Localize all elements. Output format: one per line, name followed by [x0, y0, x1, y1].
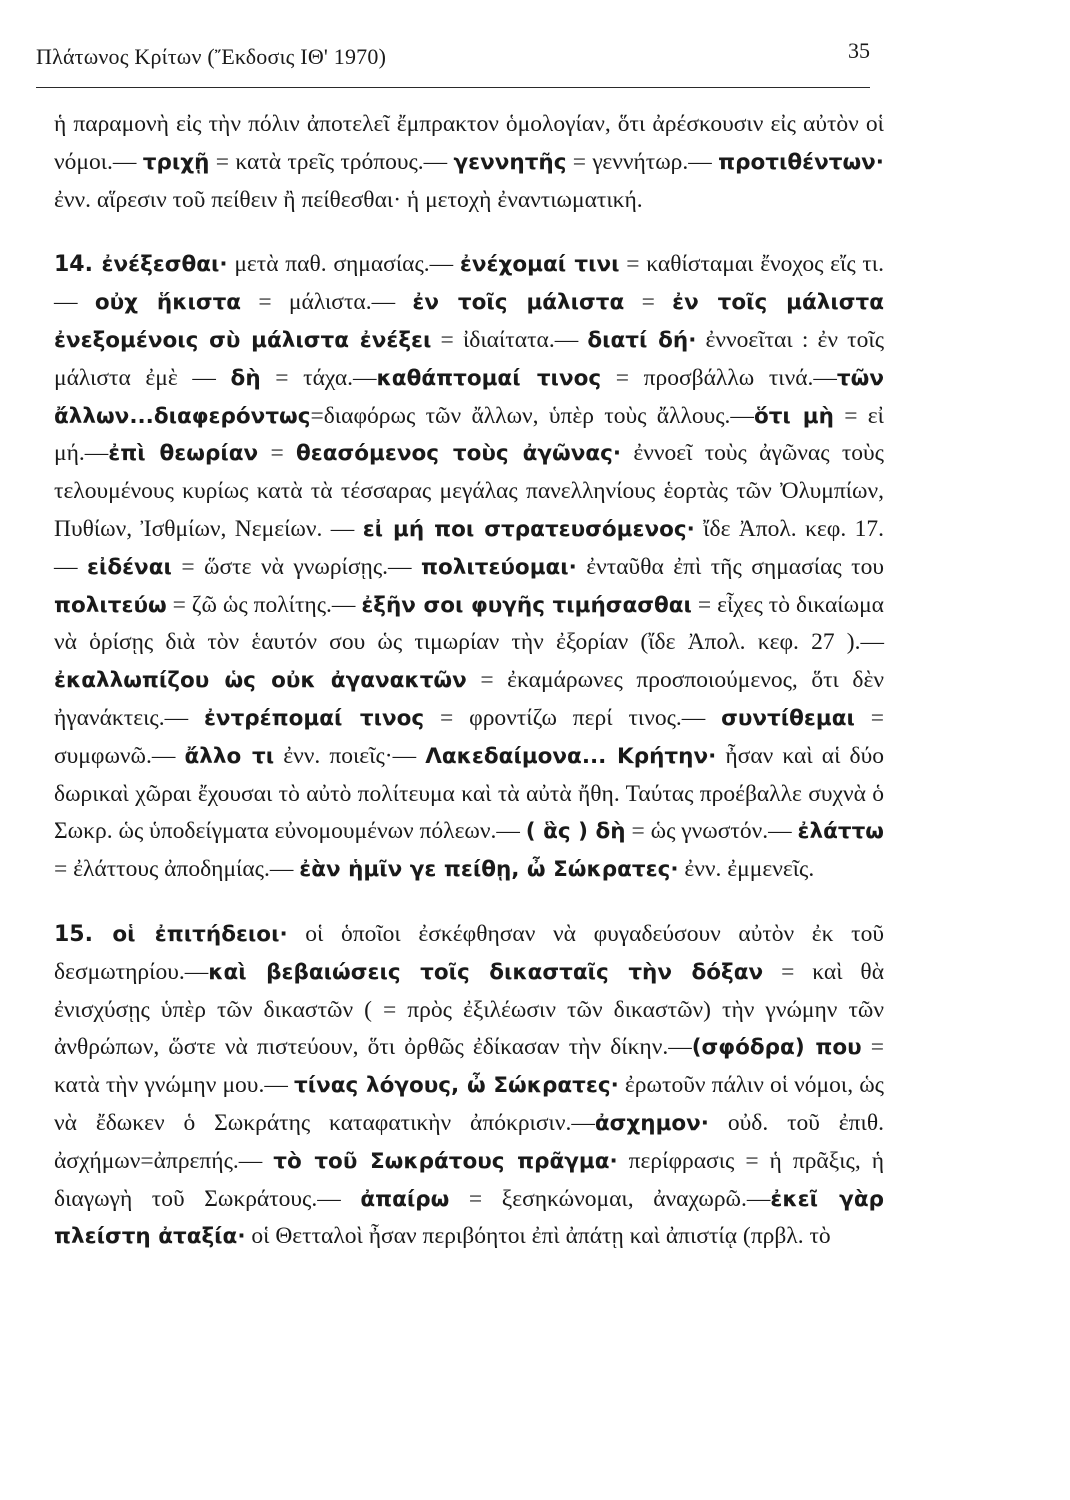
lemma-term: ἐν τοῖς μάλιστα ἐνεξομένοις σὺ μάλιστα ἐνέξει: [54, 290, 884, 353]
lemma-term: ἄλλο τι: [184, 743, 275, 769]
lemma-term: τριχῇ: [142, 149, 210, 175]
gloss-text: = κατὰ τὴν γνώμην μου.—: [54, 1034, 884, 1099]
gloss-text: οἱ Θετταλοὶ ἦσαν περιβόητοι ἐπὶ ἀπάτῃ καὶ ἀπιστίᾳ (πρβλ. τὸ: [245, 1223, 831, 1250]
lemma-term: προτιθέντων·: [718, 149, 884, 175]
gloss-text: = γεννήτωρ.—: [566, 148, 719, 175]
gloss-text: = τάχα.—: [260, 364, 377, 391]
gloss-text: = φροντίζω περί τινος.—: [424, 704, 722, 731]
gloss-text: =διαφόρως τῶν ἄλλων, ὑπὲρ τοὺς ἄλλους.—: [310, 402, 754, 429]
gloss-text: ἦσαν καὶ αἱ δύο δωρικαὶ χῶραι ἔχουσαι τὸ αὐτὸ πολίτευμα καὶ τὰ αὐτὰ ἤθη. Ταύτας προέβαλλε συχνὰ ὁ Σωκρ. ὡς ὑποδείγματα εὐνομουμένων πόλεων.—: [54, 742, 885, 845]
running-head-title: Πλάτωνος Κρίτων (Ἔκδοσις ΙΘ' 1970): [36, 44, 387, 69]
gloss-text: = μάλιστα.—: [241, 289, 413, 316]
lemma-term: εἰδέναι: [86, 554, 172, 580]
lemma-term: ἀπαίρω: [360, 1186, 450, 1212]
lemma-term: ἐὰν ἡμῖν γε πείθῃ, ὦ Σώκρατες·: [299, 857, 679, 883]
gloss-text: ἐνν. αἵρεσιν τοῦ πείθειν ἢ πείθεσθαι· ἡ μετοχὴ ἐναντιωματική.: [54, 186, 643, 213]
paragraph-section-15: [54, 916, 884, 1256]
gloss-text: ἐννοεῖ τοὺς ἀγῶνας τοὺς τελουμένους κυρίως κατὰ τὰ τέσσαρας μεγάλας πανελληνίους ἑορτὰς τῶν Ὀλυμπίων, Πυθίων, Ἰσθμίων, Νεμείων. —: [54, 440, 884, 542]
lemma-term: πολιτεύομαι·: [420, 554, 577, 580]
gloss-text: ἴδε Ἀπολ. κεφ. 17. —: [54, 515, 884, 580]
commentary-body: [54, 106, 884, 1256]
gloss-text: = ἐκαμάρωνες προσποιούμενος, ὅτι δὲν ἠγανάκτεις.—: [54, 667, 884, 731]
lemma-term: καθάπτομαί τινος: [376, 365, 602, 391]
lemma-term: ἐνέχομαί τινι: [459, 252, 620, 278]
gloss-text: = προσβάλλω τινά.—: [601, 364, 837, 391]
lemma-term: ἐνέξεσθαι·: [101, 252, 228, 278]
paragraph-section-14: [54, 246, 884, 889]
lemma-term: γεννητῆς: [453, 149, 567, 175]
gloss-text: = κατὰ τρεῖς τρόπους.—: [209, 148, 454, 175]
header-rule: [36, 87, 870, 88]
gloss-text: = ξεσηκώνομαι, ἀναχωρῶ.—: [449, 1185, 771, 1212]
page-number: 35: [848, 38, 870, 63]
gloss-text: ἐννοεῖται : ἐν τοῖς μάλιστα ἐμὲ —: [54, 326, 884, 391]
gloss-text: = ἰδιαίτατα.—: [431, 326, 588, 353]
gloss-text: μετὰ παθ. σημασίας.—: [227, 251, 460, 278]
paragraph-continuation: [54, 106, 884, 219]
lemma-term: τῶν ἄλλων...διαφερόντως: [54, 365, 884, 429]
lemma-term: διατί δή·: [587, 327, 697, 353]
lemma-term: δὴ: [230, 365, 261, 391]
gloss-text: = εἶχες τὸ δικαίωμα νὰ ὁρίσῃς διὰ τὸν ἑαυτόν σου ὡς τιμωρίαν τὴν ἐξορίαν (ἴδε Ἀπολ. κεφ. 27 ).—: [54, 591, 884, 656]
gloss-text: ἐνταῦθα ἐπὶ τῆς σημασίας του: [576, 553, 884, 580]
lemma-term: καὶ βεβαιώσεις τοῖς δικασταῖς τὴν δόξαν: [208, 959, 764, 985]
lemma-term: ἐν τοῖς μάλιστα: [412, 290, 625, 316]
lemma-term: ἐκεῖ γὰρ πλείστη ἀταξία·: [54, 1186, 884, 1250]
lemma-term: πολιτεύω: [54, 592, 167, 618]
section-number: 15.: [54, 921, 113, 947]
gloss-text: = ὥστε νὰ γνωρίσῃς.—: [171, 553, 421, 580]
lemma-term: ἐντρέπομαί τινος: [203, 705, 425, 731]
lemma-term: Λακεδαίμονα... Κρήτην·: [425, 743, 717, 769]
section-number: 14.: [54, 252, 102, 278]
lemma-term: τὸ τοῦ Σωκράτους πρᾶγμα·: [273, 1148, 618, 1174]
gloss-text: περίφρασις = ἡ πρᾶξις, ἡ διαγωγὴ τοῦ Σωκράτους.—: [54, 1147, 884, 1212]
gloss-text: ἐνν. ποιεῖς·—: [274, 742, 426, 769]
lemma-term: θεασόμενος τοὺς ἀγῶνας·: [296, 441, 622, 467]
lemma-term: ἐλάττω: [797, 819, 884, 845]
lemma-term: ( ἃς ) δὴ: [525, 819, 626, 845]
gloss-text: = καθίσταμαι ἔνοχος εἴς τι.—: [54, 251, 885, 316]
running-head: [36, 38, 870, 86]
gloss-text: = ὡς γνωστόν.—: [625, 818, 798, 845]
lemma-term: (σφόδρα) που: [691, 1035, 862, 1061]
lemma-term: ὅτι μὴ: [753, 403, 834, 429]
lemma-term: συντίθεμαι: [721, 705, 855, 731]
gloss-text: = ζῶ ὡς πολίτης.—: [166, 591, 362, 618]
lemma-term: οἱ ἐπιτήδειοι·: [112, 921, 288, 947]
gloss-text: = συμφωνῶ.—: [54, 704, 884, 769]
gloss-text: ἐρωτοῦν πάλιν οἱ νόμοι, ὡς νὰ ἔδωκεν ὁ Σωκράτης καταφατικὴν ἀπόκρισιν.—: [54, 1072, 884, 1136]
gloss-text: =: [624, 289, 673, 316]
lemma-term: ἐκαλλωπίζου ὡς οὐκ ἀγανακτῶν: [54, 668, 467, 694]
gloss-text: = καὶ θὰ ἐνισχύσῃς ὑπὲρ τῶν δικαστῶν ( = πρὸς ἐξιλέωσιν τῶν δικαστῶν) τὴν γνώμην τῶν ἀνθρώπων, ὥστε νὰ πιστεύουν, ὅτι ὀρθῶς ἐδίκασαν τὴν δίκην.—: [54, 958, 885, 1061]
lemma-term: ἐξῆν σοι φυγῆς τιμήσασθαι: [361, 592, 692, 618]
gloss-text: οἱ ὁποῖοι ἐσκέφθησαν νὰ φυγαδεύσουν αὐτὸν ἐκ τοῦ δεσμωτηρίου.—: [54, 920, 884, 985]
gloss-text: οὐδ. τοῦ ἐπιθ. ἀσχήμων=ἀπρεπής.—: [54, 1109, 884, 1174]
lemma-term: ἐπὶ θεωρίαν: [108, 441, 259, 467]
gloss-text: = εἰ μή.—: [54, 402, 885, 467]
gloss-text: ἐνν. ἐμμενεῖς.: [678, 856, 815, 883]
lemma-term: οὐχ ἥκιστα: [94, 290, 242, 316]
gloss-text: ἡ παραμονὴ εἰς τὴν πόλιν ἀποτελεῖ ἔμπρακτον ὁμολογίαν, ὅτι ἀρέσκουσιν εἰς αὐτὸν οἱ νόμοι.—: [54, 111, 884, 175]
gloss-text: =: [258, 440, 297, 467]
lemma-term: ἀσχημον·: [594, 1110, 709, 1136]
lemma-term: εἰ μή ποι στρατευσόμενος·: [362, 516, 695, 542]
gloss-text: = ἐλάττους ἀποδημίας.—: [54, 856, 300, 883]
lemma-term: τίνας λόγους, ὦ Σώκρατες·: [293, 1073, 619, 1099]
